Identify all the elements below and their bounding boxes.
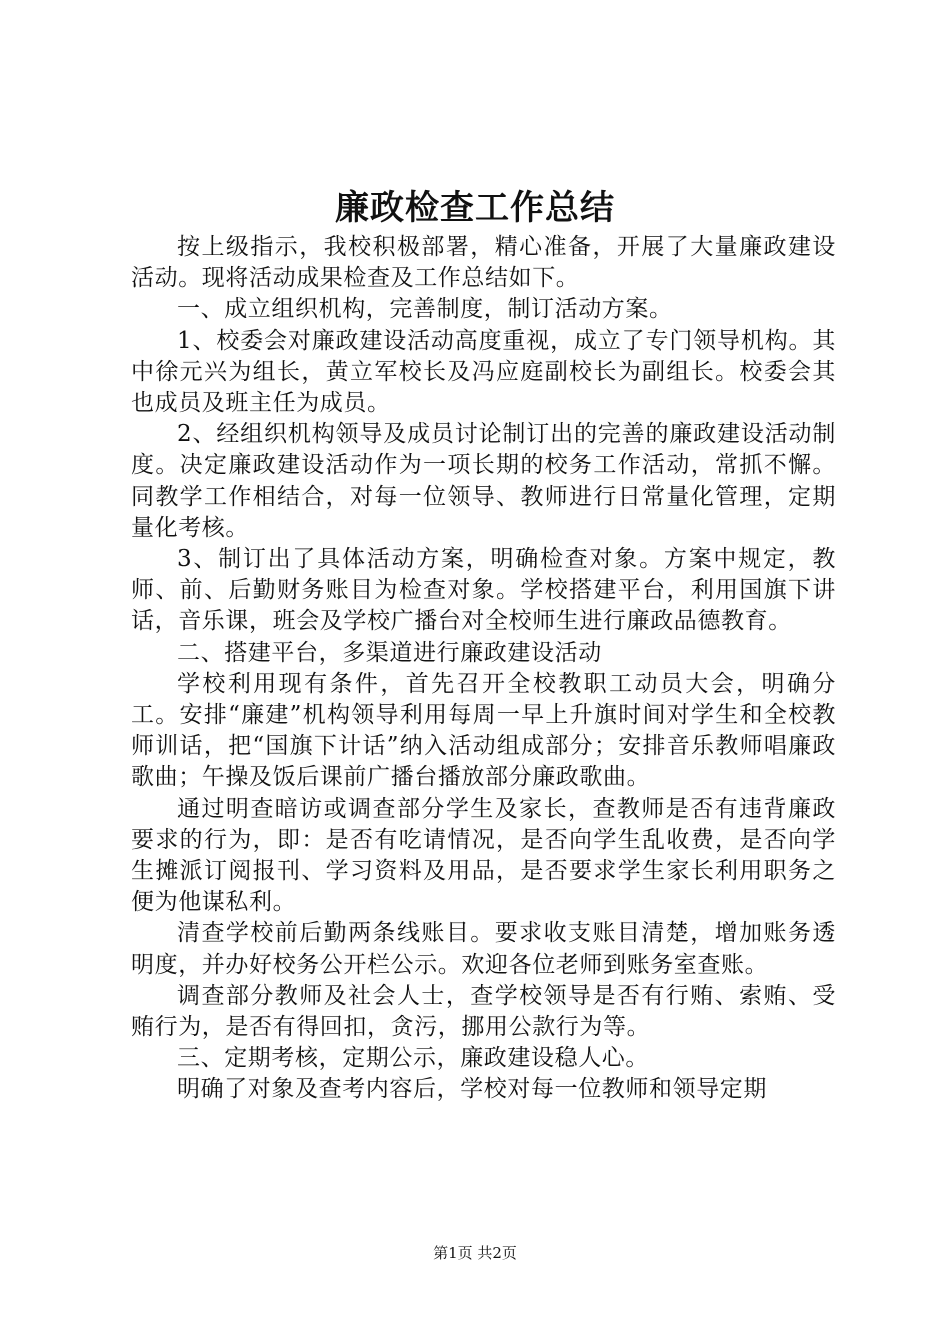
paragraph: 明确了对象及查考内容后，学校对每一位教师和领导定期	[177, 1076, 767, 1103]
paragraph: 通过明查暗访或调查部分学生及家长，查教师是否有违背廉政要求的行为，即：是否有吃请情况，是否向学生乱收费，是否向学生摊派订阅报刊、学习资料及用品，是否要求学生家长利用职务之便为他谋私利。	[131, 795, 836, 916]
paragraph: 学校利用现有条件，首先召开全校教职工动员大会，明确分工。安排“廉建”机构领导利用每周一早上升旗时间对学生和全校教师训话，把“国旗下计话”纳入活动组成部分；安排音乐教师唱廉政歌曲；午操及饭后课前广播台播放部分廉政歌曲。	[131, 670, 836, 791]
paragraph: 2、经组织机构领导及成员讨论制订出的完善的廉政建设活动制度。决定廉政建设活动作为一项长期的校务工作活动，常抓不懈。同教学工作相结合，对每一位领导、教师进行日常量化管理，定期量化考核。	[131, 421, 836, 541]
section-heading: 二、搭建平台，多渠道进行廉政建设活动	[177, 639, 602, 666]
paragraph: 清查学校前后勤两条线账目。要求收支账目清楚，增加账务透明度，并办好校务公开栏公示。欢迎各位老师到账务室查账。	[131, 920, 836, 978]
paragraph: 3、制订出了具体活动方案，明确检查对象。方案中规定，教师、前、后勤财务账目为检查对象。学校搭建平台，利用国旗下讲话，音乐课，班会及学校广播台对全校师生进行廉政品德教育。	[131, 546, 836, 635]
document-title: 廉政检查工作总结	[335, 188, 615, 228]
section-heading: 一、成立组织机构，完善制度，制订活动方案。	[177, 296, 673, 323]
section-heading: 三、定期考核，定期公示，廉政建设稳人心。	[177, 1045, 649, 1072]
paragraph: 1、校委会对廉政建设活动高度重视，成立了专门领导机构。其中徐元兴为组长，黄立军校长及冯应庭副校长为副组长。校委会其也成员及班主任为成员。	[131, 327, 836, 417]
paragraph: 按上级指示，我校积极部署，精心准备，开展了大量廉政建设活动。现将活动成果检查及工作总结如下。	[131, 234, 836, 292]
paragraph: 调查部分教师及社会人士，查学校领导是否有行贿、索贿、受贿行为，是否有得回扣，贪污，挪用公款行为等。	[131, 982, 836, 1041]
document-body	[131, 232, 836, 1106]
page-footer: 第1页 共2页	[433, 1244, 517, 1262]
